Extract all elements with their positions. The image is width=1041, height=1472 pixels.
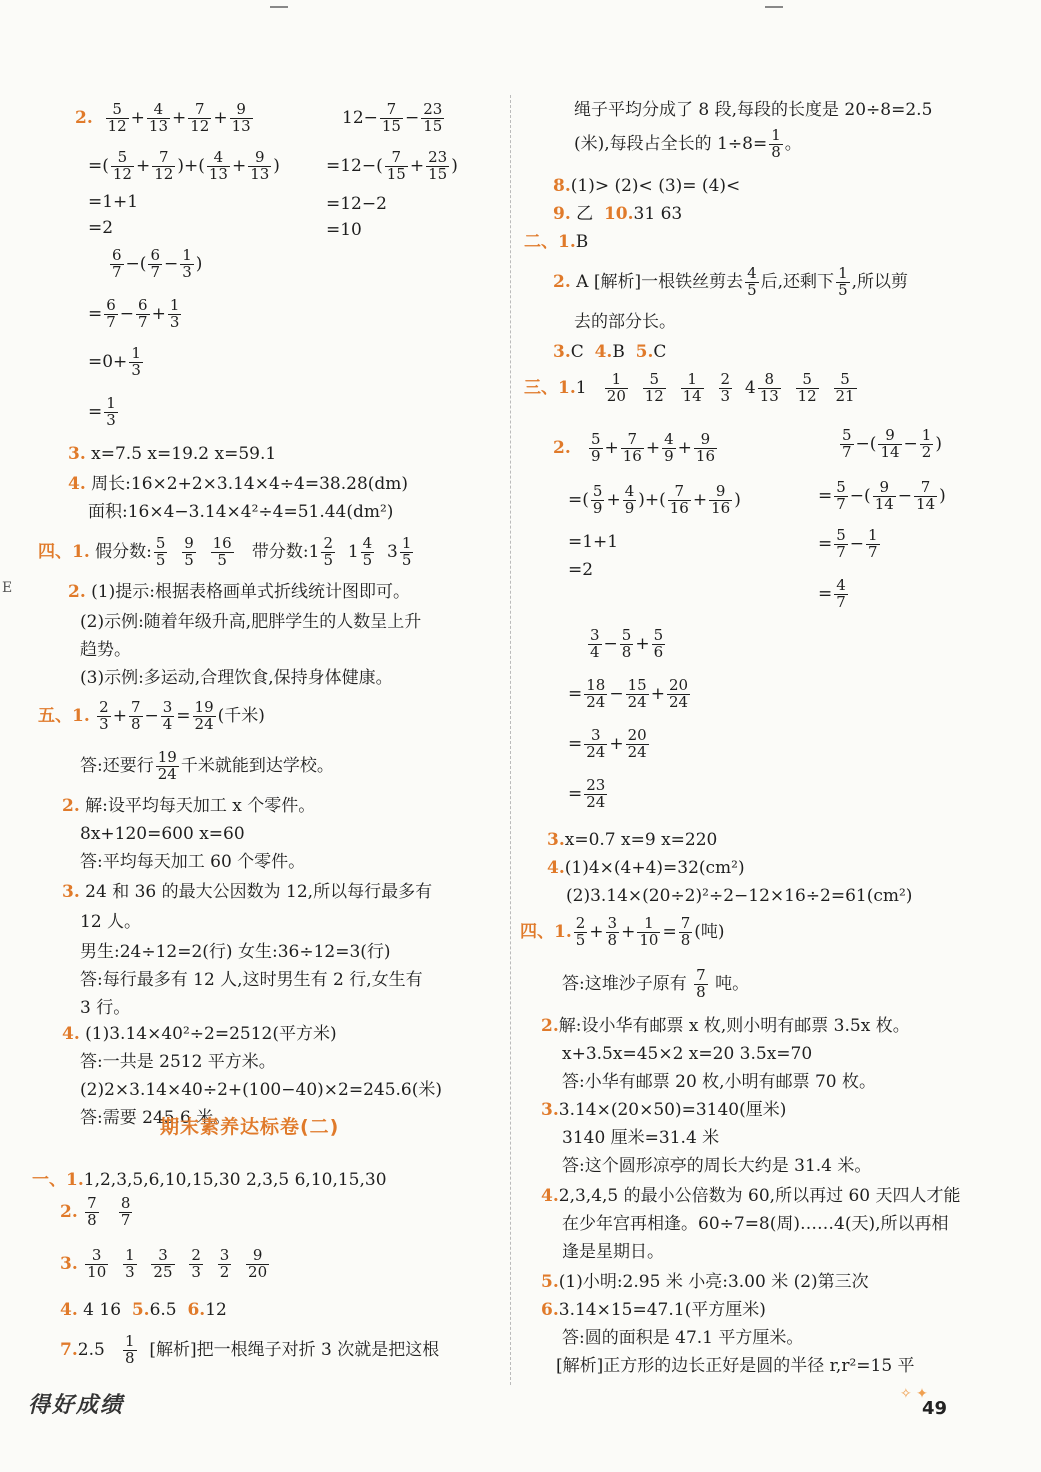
right-s3-q1: 三、1.1 $\frac{1}{20}$ $\frac{5}{12}$ $\frac{1}{14}$ $\frac{2}{3}$ 4 $\frac{8}{13}$ $\frac{5}{12}$ $\frac{5}{21}$ (524, 370, 855, 405)
column-divider (510, 95, 511, 1385)
left-s4-q2-l4: (3)示例:多运动,合理饮食,保持身体健康。 (80, 668, 393, 688)
edge-mark: E (2, 580, 13, 596)
right-s4-q3-l2: 3140 厘米=31.4 米 (562, 1128, 720, 1148)
left-t1-q7: 7.2.5 $\frac{1}{8}$ [解析]把一根绳子对折 3 次就是把这根 (60, 1332, 440, 1367)
left-line: =1+1 (88, 192, 139, 212)
right-s4-q2: 2.解:设小华有邮票 x 枚,则小明有邮票 3.5x 枚。 (541, 1016, 910, 1036)
right-s4-q2-l2: x+3.5x=45×2 x=20 3.5x=70 (562, 1044, 813, 1064)
right-s4-q5: 5.(1)小明:2.95 米 小亮:3.00 米 (2)第三次 (541, 1272, 869, 1292)
left-t1-q4-6: 4. 4 16 5.6.5 6.12 (60, 1300, 227, 1320)
right-s3-q4: 4.(1)4×(4+4)=32(cm²) (547, 858, 745, 878)
left-t1-q1: 一、1.1,2,3,5,6,10,15,30 2,3,5 6,10,15,30 (32, 1170, 387, 1190)
right-s3-q2b-step2: = $\frac{5}{7}$ − $\frac{1}{7}$ (818, 526, 878, 561)
left-line: =10 (326, 220, 362, 240)
left-q2-expr-b: 12− $\frac{7}{15}$ − $\frac{23}{15}$ (342, 100, 443, 135)
left-s5-q2-l3: 答:平均每天加工 60 个零件。 (80, 852, 306, 872)
left-expr-c-step3: = $\frac{1}{3}$ (88, 394, 116, 429)
left-s5-q2-l2: 8x+120=600 x=60 (80, 824, 245, 844)
right-s2-q2-l2: 去的部分长。 (574, 312, 676, 332)
left-s5-q3-l3: 男生:24÷12=2(行) 女生:36÷12=3(行) (80, 942, 391, 962)
top-mark-left (270, 6, 288, 8)
right-s4-q4: 4.2,3,4,5 的最小公倍数为 60,所以再过 60 天四人才能 (541, 1186, 961, 1206)
left-expr-c-step1: = $\frac{6}{7}$ − $\frac{6}{7}$ + $\frac{1}{3}$ (88, 296, 180, 331)
right-s4-q3-l3: 答:这个圆形凉亭的周长大约是 31.4 米。 (562, 1156, 872, 1176)
left-expr-c: $\frac{6}{7}$ −( $\frac{6}{7}$ − $\frac{1}{3}$ ) (112, 246, 203, 281)
left-q2-expr-a: 2. $\frac{5}{12}$ + $\frac{4}{13}$ + $\frac{7}{12}$ + $\frac{9}{13}$ (75, 100, 251, 135)
left-s5-q4-l2: 答:一共是 2512 平方米。 (80, 1052, 276, 1072)
right-s4-q4-l3: 逢是星期日。 (562, 1242, 664, 1262)
left-s5-q1-answer: 答:还要行 $\frac{19}{24}$ 千米就能到达学校。 (80, 748, 334, 783)
right-line: =2 (568, 560, 594, 580)
left-s4-q1: 四、1. 假分数: $\frac{5}{5}$ $\frac{9}{5}$ $\frac{16}{5}$ 带分数:1 $\frac{2}{5}$ 1 $\frac{4}{5}$ 3 $\frac{1}{5}$ (38, 534, 412, 569)
right-q9-10: 9. 乙 10.31 63 (553, 204, 683, 224)
right-line: =1+1 (568, 532, 619, 552)
left-s5-q3-l4: 答:每行最多有 12 人,这时男生有 2 行,女生有 (80, 970, 423, 990)
right-s4-q4-l2: 在少年宫再相逢。60÷7=8(周)……4(天),所以再相 (562, 1214, 949, 1234)
right-s2-q1: 二、1.B (524, 232, 589, 252)
right-s3-q4-l2: (2)3.14×(20÷2)²÷2−12×16÷2=61(cm²) (566, 886, 913, 906)
right-s4-q6-l3: [解析]正方形的边长正好是圆的半径 r,r²=15 平 (556, 1356, 915, 1376)
left-t1-q2: 2. $\frac{7}{8}$ $\frac{8}{7}$ (60, 1194, 131, 1229)
left-t1-q3: 3. $\frac{3}{10}$ $\frac{1}{3}$ $\frac{3}{25}$ $\frac{2}{3}$ $\frac{3}{2}$ $\frac{9}{20}$ (60, 1246, 268, 1281)
right-cont-l2: (米),每段占全长的 1÷8= $\frac{1}{8}$ 。 (574, 126, 802, 161)
right-s3-expr-c-step1: = $\frac{18}{24}$ − $\frac{15}{24}$ + $\frac{20}{24}$ (568, 676, 689, 711)
right-cont-l1: 绳子平均分成了 8 段,每段的长度是 20÷8=2.5 (574, 100, 933, 120)
left-s4-q2-l2: (2)示例:随着年级升高,肥胖学生的人数呈上升 (80, 612, 422, 632)
right-s4-q2-l3: 答:小华有邮票 20 枚,小明有邮票 70 枚。 (562, 1072, 877, 1092)
right-s3-q2-expr-a: 2. $\frac{5}{9}$ + $\frac{7}{16}$ + $\frac{4}{9}$ + $\frac{9}{16}$ (553, 430, 715, 465)
footer-brand: 得好成绩 (28, 1392, 125, 1418)
left-s5-q4-l4: 答:需要 245.6 米。 (80, 1108, 231, 1128)
right-s2-q3-5: 3.C 4.B 5.C (553, 342, 667, 362)
right-s3-expr-c-step2: = $\frac{3}{24}$ + $\frac{20}{24}$ (568, 726, 647, 761)
section-title: 期末素养达标卷(二) (160, 1116, 340, 1138)
right-s2-q2: 2. A [解析]一根铁丝剪去 $\frac{4}{5}$ 后,还剩下 $\frac{1}{5}$ ,所以剪 (553, 264, 909, 299)
right-s3-q2-expr-b: $\frac{5}{7}$ −( $\frac{9}{14}$ − $\frac{1}{2}$ ) (842, 426, 942, 461)
left-q4-l2: 面积:16×4−3.14×4²÷4=51.44(dm²) (88, 502, 394, 522)
left-s5-q1: 五、1. $\frac{2}{3}$ + $\frac{7}{8}$ − $\frac{3}{4}$ = $\frac{19}{24}$ (千米) (38, 698, 265, 733)
left-s5-q3: 3. 24 和 36 的最大公因数为 12,所以每行最多有 (62, 882, 433, 902)
left-q3: 3. x=7.5 x=19.2 x=59.1 (68, 444, 277, 464)
left-expr-c-step2: =0+ $\frac{1}{3}$ (88, 344, 141, 379)
right-s3-expr-c-step3: = $\frac{23}{24}$ (568, 776, 606, 811)
left-q2-step1: =( $\frac{5}{12}$ + $\frac{7}{12}$ )+( $\frac{4}{13}$ + $\frac{9}{13}$ ) (88, 148, 280, 183)
right-s3-q2b-step3: = $\frac{4}{7}$ (818, 576, 846, 611)
right-s4-q1: 四、1. $\frac{2}{5}$ + $\frac{3}{8}$ + $\frac{1}{10}$ = $\frac{7}{8}$ (吨) (520, 914, 725, 949)
left-q2b-step1: =12−( $\frac{7}{15}$ + $\frac{23}{15}$ ) (326, 148, 458, 183)
right-q8: 8.(1)> (2)< (3)= (4)< (553, 176, 741, 196)
left-s5-q3-l5: 3 行。 (80, 998, 131, 1018)
right-s3-expr-c: $\frac{3}{4}$ − $\frac{5}{8}$ + $\frac{5}{6}$ (590, 626, 664, 661)
left-s5-q4-l3: (2)2×3.14×40÷2+(100−40)×2=245.6(米) (80, 1080, 442, 1100)
right-s4-q6: 6.3.14×15=47.1(平方厘米) (541, 1300, 766, 1320)
right-s3-q2-step1: =( $\frac{5}{9}$ + $\frac{4}{9}$ )+( $\frac{7}{16}$ + $\frac{9}{16}$ ) (568, 482, 741, 517)
right-s4-q1-answer: 答:这堆沙子原有 $\frac{7}{8}$ 吨。 (562, 966, 750, 1001)
left-s5-q4: 4. (1)3.14×40²÷2=2512(平方米) (62, 1024, 337, 1044)
left-s4-q2: 2. (1)提示:根据表格画单式折线统计图即可。 (68, 582, 410, 602)
left-q4: 4. 周长:16×2+2×3.14×4÷4=38.28(dm) (68, 474, 409, 494)
left-s5-q3-l2: 12 人。 (80, 912, 142, 932)
left-line: =12−2 (326, 194, 387, 214)
right-s3-q2b-step1: = $\frac{5}{7}$ −( $\frac{9}{14}$ − $\frac{7}{14}$ ) (818, 478, 946, 513)
right-s3-q3: 3.x=0.7 x=9 x=220 (547, 830, 718, 850)
left-s4-q2-l3: 趋势。 (80, 640, 131, 660)
top-mark-right (765, 6, 783, 8)
page-number: 49 (922, 1398, 948, 1419)
left-line: =2 (88, 218, 114, 238)
decor-dots: ✧ ✦ (900, 1386, 928, 1402)
right-s4-q3: 3.3.14×(20×50)=3140(厘米) (541, 1100, 787, 1120)
left-s5-q2: 2. 解:设平均每天加工 x 个零件。 (62, 796, 316, 816)
right-s4-q6-l2: 答:圆的面积是 47.1 平方厘米。 (562, 1328, 804, 1348)
